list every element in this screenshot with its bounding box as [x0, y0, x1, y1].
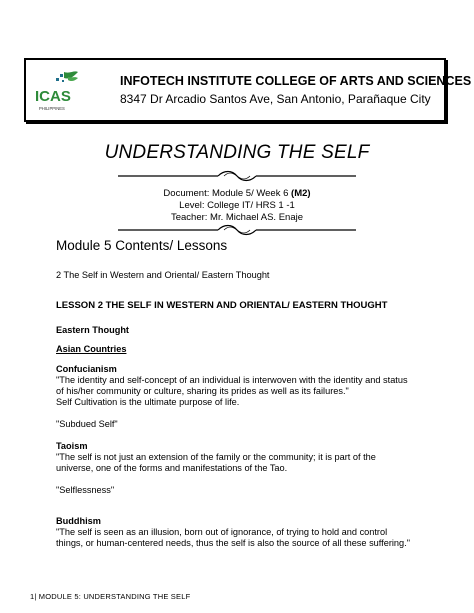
level-line: Level: College IT/ HRS 1 -1 [179, 200, 295, 211]
confucianism-line-1: "The identity and self-concept of an individual is interwoven with the identity and status [56, 375, 408, 385]
eastern-thought-heading: Eastern Thought [56, 325, 129, 335]
contents-item: 2 The Self in Western and Oriental/ Eastern Thought [56, 270, 270, 280]
institution-header [24, 58, 472, 122]
document-code: (M2) [291, 188, 311, 199]
confucianism-note: "Subdued Self" [56, 419, 118, 429]
contents-heading: Module 5 Contents/ Lessons [56, 238, 228, 253]
document-title: UNDERSTANDING THE SELF [104, 142, 370, 163]
institution-address: 8347 Dr Arcadio Santos Ave, San Antonio, Parañaque City [120, 92, 431, 106]
logo-text: ICAS [35, 88, 71, 105]
taoism-line-1: "The self is not just an extension of the family or the community; it is part of the [56, 452, 376, 462]
buddhism-title: Buddhism [56, 516, 101, 526]
buddhism-line-1: "The self is seen as an illusion, born out of ignorance, of trying to hold and control [56, 527, 388, 537]
logo-subtext: PHILIPPINES [39, 106, 65, 111]
divider-flourish-bottom [118, 223, 356, 237]
asian-countries-heading: Asian Countries [56, 344, 127, 354]
page-footer: 1| MODULE 5: UNDERSTANDING THE SELF [30, 592, 191, 601]
document-meta [0, 188, 474, 199]
document-label: Document: Module 5/ Week 6 [163, 188, 292, 199]
taoism-title: Taoism [56, 441, 88, 451]
taoism-line-2: universe, one of the forms and manifestations of the Tao. [56, 463, 288, 473]
buddhism-line-2: things, or human-centered needs, thus the self is also the source of all these suffering." [56, 538, 410, 548]
confucianism-line-3: Self Cultivation is the ultimate purpose of life. [56, 397, 240, 407]
confucianism-title: Confucianism [56, 364, 117, 374]
divider-flourish-top [118, 169, 356, 183]
teacher-line: Teacher: Mr. Michael AS. Enaje [170, 212, 303, 223]
confucianism-line-2: of his/her community or culture, sharing its prides as well as its failures." [56, 386, 349, 396]
lesson-heading: LESSON 2 THE SELF IN WESTERN AND ORIENTAL/ EASTERN THOUGHT [56, 300, 388, 311]
taoism-note: "Selflessness" [56, 485, 115, 495]
institution-name: INFOTECH INSTITUTE COLLEGE OF ARTS AND SCIENCES [120, 74, 472, 88]
icas-logo [34, 68, 80, 114]
